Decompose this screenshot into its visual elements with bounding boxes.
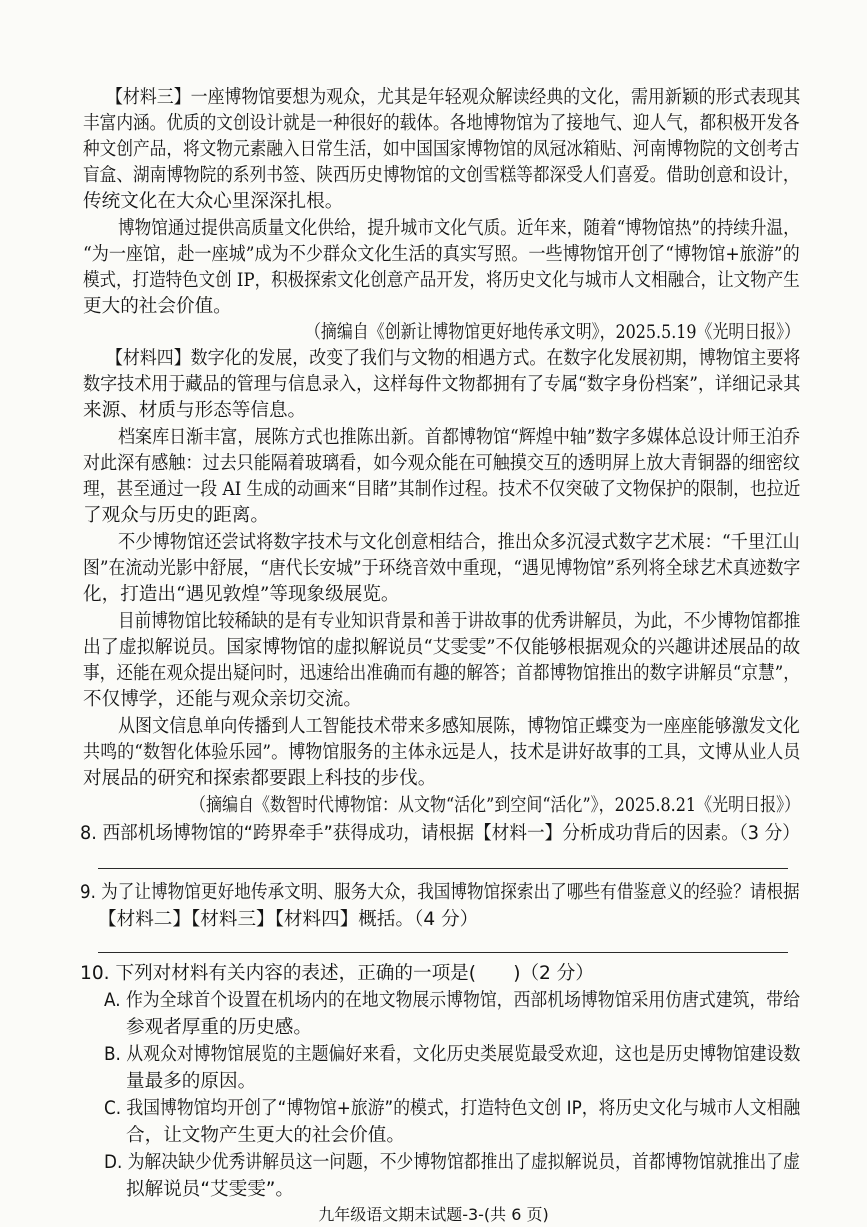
material-4-line: 来源、材质与形态等信息。 — [83, 400, 307, 421]
material-4-line: 了观众与历史的距离。 — [83, 505, 269, 526]
material-4-line: 理，甚至通过一段 AI 生成的动画来“目睹”其制作过程。技术不仅突破了文物保护的限制，也拉近 — [83, 479, 801, 500]
option-a-line: A. 作为全球首个设置在机场内的在地文物展示博物馆，西部机场博物馆采用仿唐式建筑，带给 — [104, 990, 801, 1011]
material-4-line: 事，还能在观众提出疑问时，迅速给出准确而有趣的解答；首都博物馆推出的数字讲解员“京慧”， — [83, 663, 800, 684]
material-3-line: 博物馆通过提供高质量文化供给，提升城市文化气质。近年来，随着“博物馆热”的持续升温， — [118, 218, 800, 239]
answer-line-q9[interactable] — [98, 952, 788, 953]
material-4-line: 不少博物馆还尝试将数字技术与文化创意相结合，推出众多沉浸式数字艺术展：“千里江山 — [118, 532, 800, 553]
material-4-line: 对此深有感触：过去只能隔着玻璃看，如今观众能在可触摸交互的透明屏上放大青铜器的细密纹 — [83, 453, 800, 474]
option-b-line: 量最多的原因。 — [126, 1071, 257, 1092]
material-4-line: 数字技术用于藏品的管理与信息录入，这样每件文物都拥有了专属“数字身份档案”，详细记录其 — [83, 374, 801, 395]
option-b-line: B. 从观众对博物馆展览的主题偏好来看，文化历史类展览最受欢迎，这也是历史博物馆建设数 — [104, 1044, 801, 1065]
material-4-line: 图”在流动光影中舒展，“唐代长安城”于环绕音效中重现，“遇见博物馆”系列将全球艺术真迹数字 — [83, 558, 801, 579]
option-a-line: 参观者厚重的历史感。 — [126, 1017, 312, 1038]
material-4-line: 对展品的研究和探索都要跟上科技的步伐。 — [83, 768, 437, 789]
material-4-line: 目前博物馆比较稀缺的是有专业知识背景和善于讲故事的优秀讲解员，为此，不少博物馆都推 — [118, 611, 801, 632]
option-d-line: 拟解说员“艾雯雯”。 — [126, 1179, 295, 1200]
option-c-line: 合，让文物产生更大的社会价值。 — [126, 1125, 405, 1146]
question-8: 8. 西部机场博物馆的“跨界牵手”获得成功，请根据【材料一】分析成功背后的因素。（3 分） — [80, 823, 800, 844]
material-4-line: 从图文信息单向传播到人工智能技术带来多感知展陈，博物馆正蝶变为一座座能够激发文化 — [118, 716, 800, 737]
material-3-line: 丰富内涵。优质的文创设计就是一种很好的载体。各地博物馆为了接地气、迎人气，都积极开发各 — [83, 113, 800, 134]
option-d-line: D. 为解决缺少优秀讲解员这一问题，不少博物馆都推出了虚拟解说员，首都博物馆就推出了虚 — [104, 1152, 800, 1173]
question-9-line: 【材料二】【材料三】【材料四】概括。（4 分） — [98, 909, 479, 930]
material-4-source: （摘编自《数智时代博物馆：从文物“活化”到空间“活化”》，2025.8.21《光明日报》） — [190, 795, 801, 816]
material-3-line: 传统文化在大众心里深深扎根。 — [83, 191, 344, 212]
material-4-line: 档案库日渐丰富，展陈方式也推陈出新。首都博物馆“辉煌中轴”数字多媒体总设计师王泊乔 — [118, 427, 801, 448]
page-footer: 九年级语文期末试题-3-(共 6 页) — [318, 1205, 549, 1224]
material-4-line: 化，打造出“遇见敦煌”等现象级展览。 — [83, 584, 400, 605]
question-9-line: 9. 为了让博物馆更好地传承文明、服务大众，我国博物馆探索出了哪些有借鉴意义的经验？请根据 — [80, 882, 800, 903]
material-4-line: 出了虚拟解说员。国家博物馆的虚拟解说员“艾雯雯”不仅能够根据观众的兴趣讲述展品的故 — [83, 637, 801, 658]
material-3-line: 模式，打造特色文创 IP，积极探索文化创意产品开发，将历史文化与城市人文相融合，让文物产生 — [83, 270, 800, 291]
material-3-line: 种文创产品，将文物元素融入日常生活，如中国国家博物馆的凤冠冰箱贴、河南博物院的文创考古 — [83, 139, 800, 160]
material-4-line: 不仅博学，还能与观众亲切交流。 — [83, 689, 362, 710]
material-3-source: （摘编自《创新让博物馆更好地传承文明》，2025.5.19《光明日报》） — [305, 322, 801, 343]
option-c-line: C. 我国博物馆均开创了“博物馆+旅游”的模式，打造特色文创 IP，将历史文化与城市人文相融 — [104, 1098, 801, 1119]
question-10-stem: 10. 下列对材料有关内容的表述，正确的一项是( )（2 分） — [80, 963, 594, 984]
material-3-line: 盲盒、湖南博物院的系列书签、陕西历史博物馆的文创雪糕等都深受人们喜爱。借助创意和设计， — [83, 165, 800, 186]
material-4-line: 共鸣的“数智化体验乐园”。博物馆服务的主体永远是人，技术是讲好故事的工具，文博从业人员 — [83, 742, 801, 763]
material-4-line: 【材料四】数字化的发展，改变了我们与文物的相遇方式。在数字化发展初期，博物馆主要将 — [106, 348, 801, 369]
material-3-line: 【材料三】一座博物馆要想为观众，尤其是年轻观众解读经典的文化，需用新颖的形式表现其 — [106, 87, 801, 108]
material-3-line: 更大的社会价值。 — [83, 296, 232, 317]
answer-line-q8[interactable] — [98, 868, 788, 869]
material-3-line: “为一座馆，赴一座城”成为不少群众文化生活的真实写照。一些博物馆开创了“博物馆+旅游”的 — [83, 244, 800, 265]
